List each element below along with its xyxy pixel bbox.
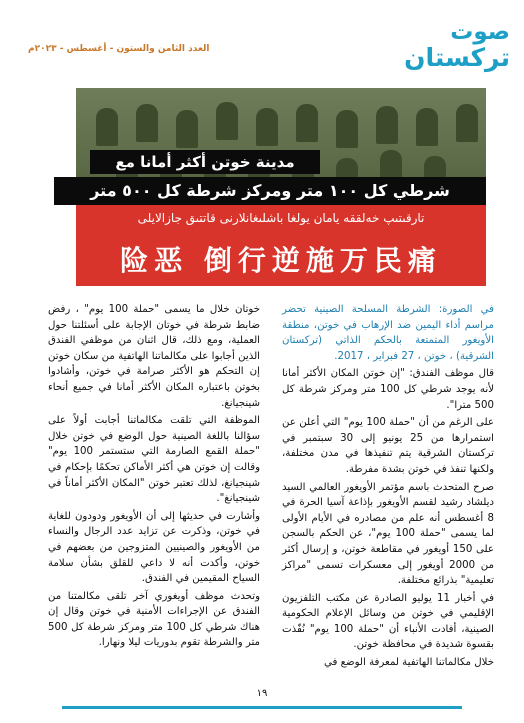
paragraph: في أخبار 11 يوليو الصادرة عن مكتب التلفزيون الإقليمي في خوتن من وسائل الإعلام الحكومية الصينية، أفادت الأنباء أن "حملة 100 يوم" نُفّذت بقسوة شديدة في محافظة خوتن. xyxy=(282,592,494,651)
soldier-figure xyxy=(216,102,238,140)
paragraph: خوتان خلال ما يسمى "حملة 100 يوم" ، رفض ضابط شرطة في خوتان الإجابة على أسئلتنا حول العملية، ومع ذلك، قال اثنان من موظفي الفندق الذين أجابوا على مكالماتنا الهاتفية من سكان خوتن إن التحكم هو الأكثر صرامة في خوتن، وأشادوا بخوتن باعتباره المكان الأكثر أمانا في جميع أنحاء شينجيانغ. xyxy=(48,304,260,409)
soldier-figure xyxy=(296,104,318,142)
right-column xyxy=(282,302,494,673)
banner-uyghur-text: تارقىتىپ خەلققە يامان يولغا باشلىغانلارنى قاتتىق جازالايلى xyxy=(137,211,425,225)
page-header xyxy=(0,0,524,80)
left-column xyxy=(48,302,260,653)
paragraph: قال موظف الفندق: "إن خوتن المكان الأكثر أمانا لأنه يوجد شرطي كل 100 متر ومركز شرطة كل 500 مترا". xyxy=(282,368,494,411)
soldier-figure xyxy=(456,104,478,142)
paragraph: وأشارت في حديثها إلى أن الأويغور ودودون للغاية في خوتن، وذكرت عن تزايد عدد الرجال والنساء من الأويغور والصينيين المتزوجين من بعضهم في خوتن، وأكدت أنه لا داعي للقلق بشأن سلامة السياح المقيمين في الفندق. xyxy=(48,510,260,585)
soldier-figure xyxy=(176,110,198,148)
photo-caption: في الصورة: الشرطة المسلحة الصينية تحضر مراسم أداء اليمين ضد الإرهاب في خوتن، منطقة الأويغور المتمتعة بالحكم الذاتي (تركستان الشرقية) ، خوتن ، 27 فبراير ، 2017. xyxy=(282,304,494,362)
soldier-figure xyxy=(416,108,438,146)
soldier-figure xyxy=(376,106,398,144)
page-number: ١٩ xyxy=(256,688,268,699)
photo-headline: مدينة خوتن أكثر أمانا مع xyxy=(90,150,320,174)
soldier-figure xyxy=(136,104,158,142)
paragraph: على الرغم من أن "حملة 100 يوم" التي أعلن عن استمرارها من 25 يونيو إلى 30 سبتمبر في تركستان الشرقية يتم تنفيذها في مدن مختلفة، ولكنها تنفذ في خوتن بشدة مفرطة. xyxy=(282,417,495,475)
red-protest-banner xyxy=(76,205,486,286)
soldier-figure xyxy=(336,110,358,148)
paragraph: الموظفة التي تلقت مكالماتنا أجابت أولاً على سؤالنا باللغة الصينية حول الوضع في خوتن خلال "حملة القمع الصارمة التي ستستمر 100 يوم" وقالت إن خوتن هي أكثر الأماكن تحكمًا بإحكام في شينجيانغ، لذلك تعتبر خوتن "المكان الأكثر أماناً في شينجيانغ". xyxy=(48,415,260,505)
banner-chinese-text: 险恶 倒行逆施万民痛 xyxy=(120,244,442,277)
photo-subheadline: شرطي كل ١٠٠ متر ومركز شرطة كل ٥٠٠ متر xyxy=(54,177,486,205)
paragraph: وتحدث موظف أويغوري آخر تلقى مكالمتنا من الفندق عن الإجراءات الأمنية في خوتن وقال إن هناك شرطي كل 100 متر ومركز شرطة كل 500 متر والشرطة تقوم بدوريات ليلا ونهارا. xyxy=(48,590,260,649)
logo-top-text: صوت xyxy=(450,19,510,45)
paragraph: صرح المتحدث باسم مؤتمر الأويغور العالمي السيد ديلشاد رشيد لقسم الأويغور بإذاعة آسيا الحرة في 8 أغسطس أنه علم من مصادره في الأيام الأولى لما يسمى "حملة 100 يوم"، عن الحكم بالسجن على 150 أويغور في مقاطعة خوتن، و إرسال أكثر من 2000 أويغور إلى معسكرات تسمى "مراكز تعليمية" بذرائع مختلفة. xyxy=(282,481,495,587)
soldier-figure xyxy=(96,108,118,146)
issue-info: العدد الثامن والستون - أغسطس - ٢٠٢٣م xyxy=(28,44,210,54)
logo-bottom-text: تركستان xyxy=(404,43,510,72)
magazine-logo xyxy=(390,20,510,76)
footer-divider xyxy=(62,706,462,709)
paragraph: خلال مكالماتنا الهاتفية لمعرفة الوضع في xyxy=(323,657,494,669)
soldier-figure xyxy=(256,108,278,146)
